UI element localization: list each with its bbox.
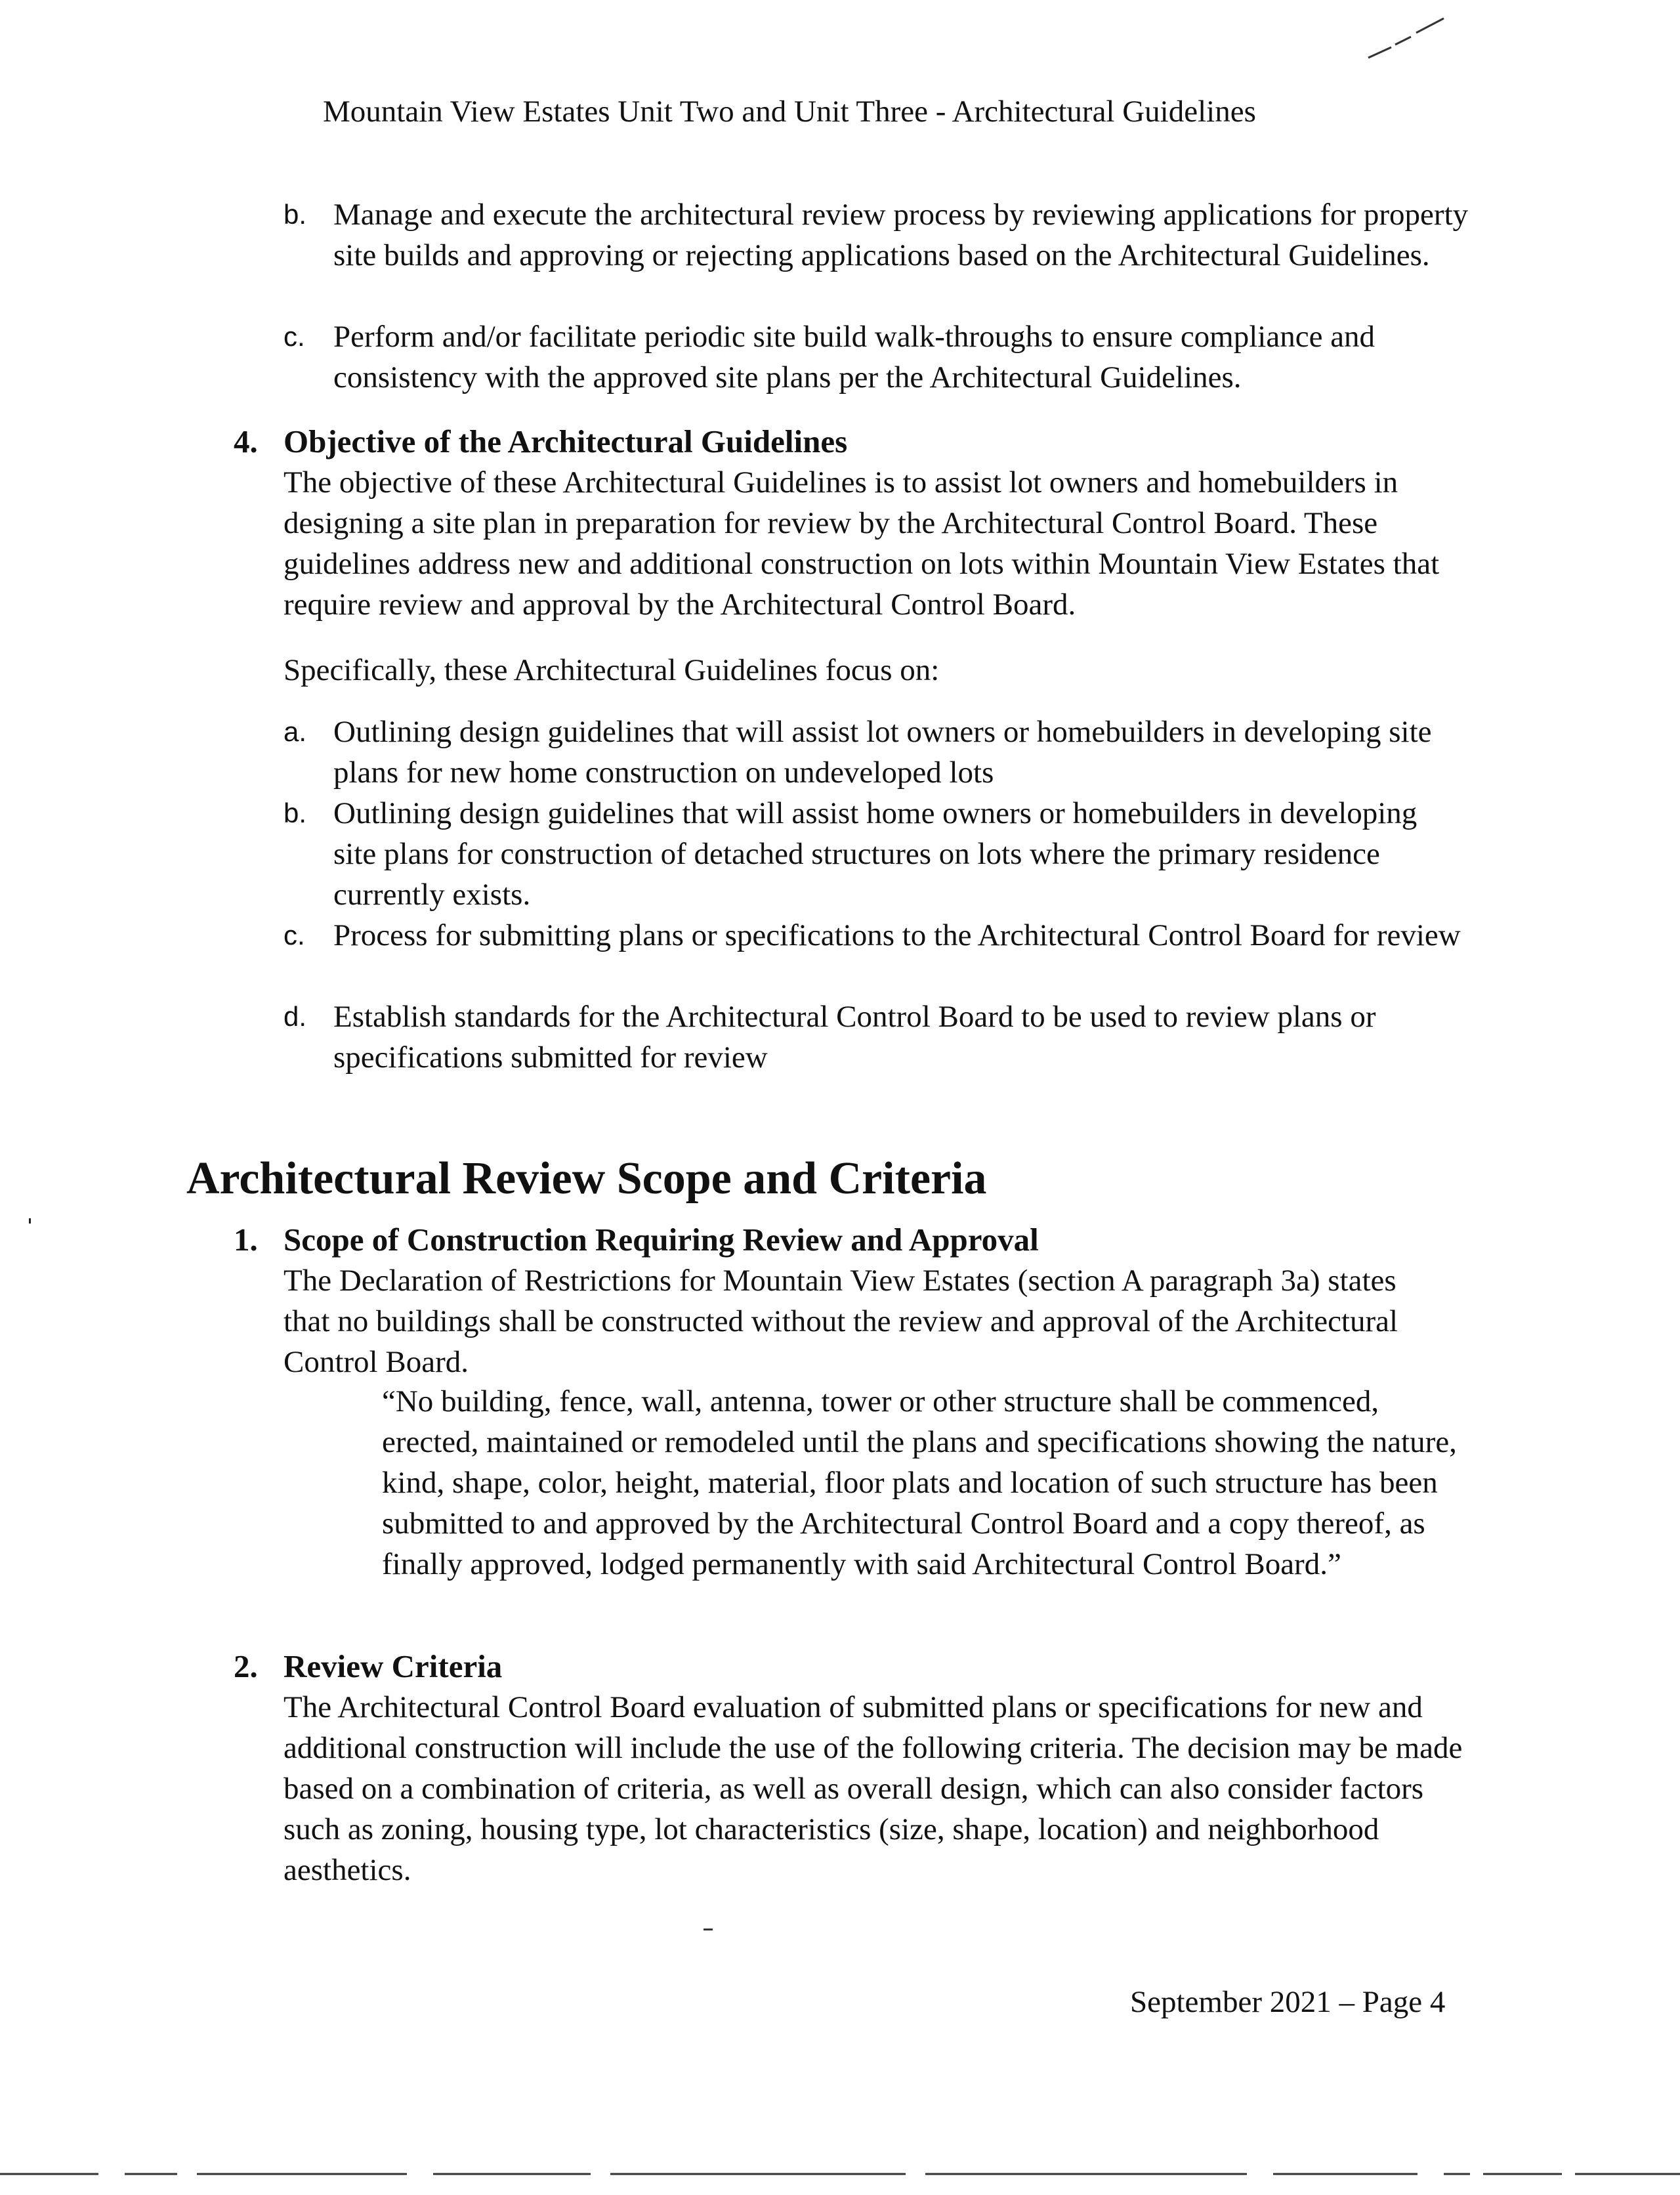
page-header-title: Mountain View Estates Unit Two and Unit Three - Architectural Guidelines	[323, 95, 1256, 129]
list-item-text: Outlining design guidelines that will assist lot owners or homebuilders in developing site plans for new home construction on undeveloped lots	[333, 715, 1432, 790]
scan-edge-line-decoration	[0, 2171, 1680, 2177]
section-title: Objective of the Architectural Guidelines	[284, 423, 848, 459]
criteria-paragraph: The Architectural Control Board evaluation of submitted plans or specifications for new and additional construction will include the use of the following criteria. The decision may be made based on a combination of criteria, as well as overall design, which can also consider factors such as zoning, housing type, lot characteristics (size, shape, location) and neighborhood aesthetics.	[284, 1690, 1463, 1887]
list-marker: b.	[284, 199, 307, 230]
section-title: Review Criteria	[284, 1648, 503, 1684]
list-item-text: Process for submitting plans or specifications to the Architectural Control Board for review	[333, 918, 1461, 952]
section-heading-scope	[234, 1220, 1039, 1260]
pen-mark-decoration	[1365, 13, 1450, 66]
page-footer: September 2021 – Page 4	[1130, 1985, 1446, 2019]
section-heading-objective	[234, 421, 847, 462]
focus-intro-text: Specifically, these Architectural Guidelines focus on:	[284, 653, 940, 687]
list-item-text: Perform and/or facilitate periodic site build walk-throughs to ensure compliance and consistency with the approved site plans per the Architectural Guidelines.	[333, 320, 1376, 394]
objective-paragraph: The objective of these Architectural Guidelines is to assist lot owners and homebuilders in designing a site plan in preparation for review by the Architectural Control Board. These guidelines address new and additional construction on lots within Mountain View Estates that require review and approval by the Architectural Control Board.	[284, 465, 1440, 622]
list-marker: a.	[284, 716, 307, 747]
list-item-text: Manage and execute the architectural review process by reviewing applications for property site builds and approving or rejecting applications based on the Architectural Guidelines.	[333, 198, 1469, 272]
scan-speck-decoration	[29, 1218, 31, 1224]
section-title: Scope of Construction Requiring Review and Approval	[284, 1222, 1039, 1258]
architectural-review-heading: Architectural Review Scope and Criteria	[186, 1153, 987, 1204]
list-item-text: Outlining design guidelines that will assist home owners or homebuilders in developing site plans for construction of detached structures on lots where the primary residence currently exists.	[333, 796, 1418, 912]
section-number: 2.	[234, 1648, 258, 1684]
list-marker: c.	[284, 321, 305, 352]
list-marker: d.	[284, 1001, 307, 1032]
scope-paragraph: The Declaration of Restrictions for Mountain View Estates (section A paragraph 3a) states that no buildings shall be constructed without the review and approval of the Architectural Control Board.	[284, 1264, 1398, 1379]
section-number: 4.	[234, 423, 258, 459]
scan-speck-decoration	[704, 1929, 713, 1930]
list-marker: b.	[284, 798, 307, 828]
list-item-text: Establish standards for the Architectural Control Board to be used to review plans or specifications submitted for review	[333, 1000, 1376, 1075]
section-heading-criteria	[234, 1646, 502, 1687]
section-number: 1.	[234, 1222, 258, 1258]
declaration-quote: “No building, fence, wall, antenna, tower or other structure shall be commenced, erected, maintained or remodeled until the plans and specifications showing the nature, kind, shape, color, height, material, floor plats and location of such structure has been submitted to and approved by the Architectural Control Board and a copy thereof, as finally approved, lodged permanently with said Architectural Control Board.”	[382, 1384, 1457, 1581]
list-marker: c.	[284, 920, 305, 950]
